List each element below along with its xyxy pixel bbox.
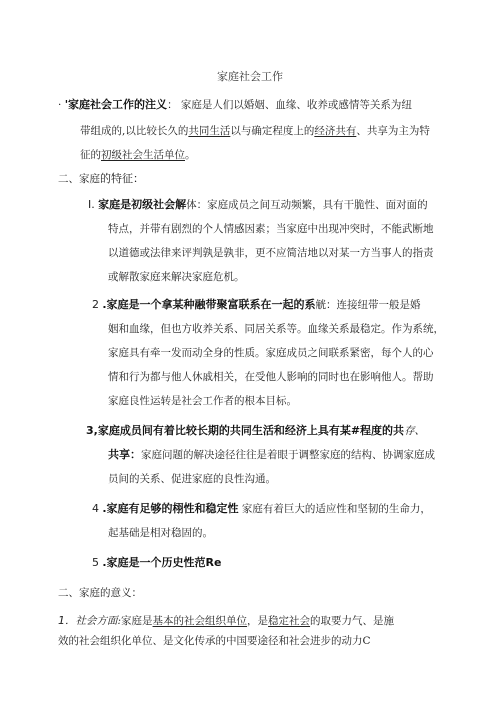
feature-2-label: .家庭是一个拿某种融带聚富联系在一起的系 [102,298,316,311]
meaning-1-line-1 [58,614,394,628]
definition-text-2c: 、共享为主为特 [356,125,430,137]
meaning-1-label: ．社会方面: [65,615,122,627]
feature-5-label: .家庭是一个历史性范Re [102,556,222,569]
definition-text-3a: 征的 [80,149,101,161]
section-heading-meaning: 二、家庭的意义： [58,587,142,599]
bullet: · [58,99,62,111]
underlined-stable-society: 稳定社会 [268,615,311,627]
definition-text-2b: 以与确定程度上的 [230,125,315,137]
feature-2-line-2: 姻和血缘，但也方收养关系、同居关系等。血缘关系最稳定。作为系统， [108,323,444,335]
feature-4-number: 4 [92,502,99,515]
feature-1-line-4: 或解散家庭来解决家庭危机。 [108,271,245,283]
feature-1-line-2: 特点，并带有剧烈的个人情感因素；当家庭中出现冲突时，不能武断地 [108,223,434,235]
meaning-1-text-c: 的取要力气、是施 [310,615,395,627]
meaning-1-number: 1 [58,614,65,627]
feature-3-label-tail: 存、 [404,425,426,437]
underlined-basic-unit: 基本的社会组织单位 [152,615,248,627]
feature-1-label-end: 体： [186,199,208,211]
underlined-common-life: 共同生活 [188,125,231,137]
underlined-economic-share: 经济共有 [314,125,357,137]
feature-2-number: 2 [92,298,99,311]
section-heading-prefix: 二、家庭 [58,173,100,185]
feature-3-text-2: 家庭问题的解决途径往往是着眼于调整家庭的结构、协调家庭成 [141,449,435,461]
page-title: 家庭社会工作 [217,70,283,83]
feature-3-sub-label: 共享： [108,448,141,461]
feature-2-line-3: 家庭具有牵一发而动全身的性质。家庭成员之间联系紧密，每个人的心 [108,347,434,359]
feature-2-label-end: 觥： [315,299,337,311]
feature-3-line-1 [86,424,425,438]
feature-2-line-1 [92,298,421,312]
definition-text-2a: 带组成的,以比较长久的 [80,125,189,137]
feature-1-text-1: 家庭成员之间互动频繁，具有干脆性、面对面的 [207,199,428,211]
feature-3-line-2 [108,448,435,462]
feature-2-line-5: 家庭良性运转是社会工作者的根本目标。 [108,395,297,407]
meaning-1-line-2: 效的社会组织化单位、是文化传承的中国要途径和社会进步的动力C [58,635,371,647]
feature-1-number: I. [88,198,95,211]
feature-1-label: 家庭是初级社会解 [98,198,187,211]
definition-colon: ： [167,99,178,111]
feature-5-number: 5 [92,556,99,569]
underlined-primary-unit: 初级社会生活单位 [101,149,185,161]
meaning-1-text-b: ，是 [247,615,269,627]
section-heading-features [58,172,144,186]
feature-4-line-2: 起基础是相对稳固的。 [108,527,213,539]
definition-line-3 [80,148,196,162]
feature-4-text-1: 家庭有着巨大的适应性和坚韧的生命力， [241,503,431,515]
meaning-1-text-a: 家庭是 [121,615,153,627]
feature-2-line-4: 情和行为都与他人休戚相关，在受他人影响的同时也在影响他人。帮助 [108,371,434,383]
feature-1-line-1 [88,198,428,212]
feature-1-line-3: 以道德或法律来评判孰是孰非，更不应简洁地以对某一方当事人的指责 [108,247,434,259]
feature-3-line-3: 员间的关系、促进家庭的良性沟通。 [108,473,276,485]
definition-line-2 [80,124,430,138]
feature-3-label: 3,家庭成员间有着比较长期的共同生活和经济上具有某#程度的共 [86,424,405,437]
feature-4-label: .家庭有足够的栩性和稳定性 [102,502,239,515]
definition-line-1 [58,98,412,112]
definition-text-3b: 。 [185,149,196,161]
feature-5-line-1 [92,556,221,570]
section-heading-suffix: 的特征： [100,172,144,185]
feature-4-line-1 [92,502,431,516]
definition-label: '家庭社会工作的注义 [64,98,168,111]
definition-text-1: 家庭是人们以婚姻、血缘、收养或感情等关系为纽 [180,99,412,111]
feature-2-text-1: 连接纽带一般是婚 [336,299,421,311]
